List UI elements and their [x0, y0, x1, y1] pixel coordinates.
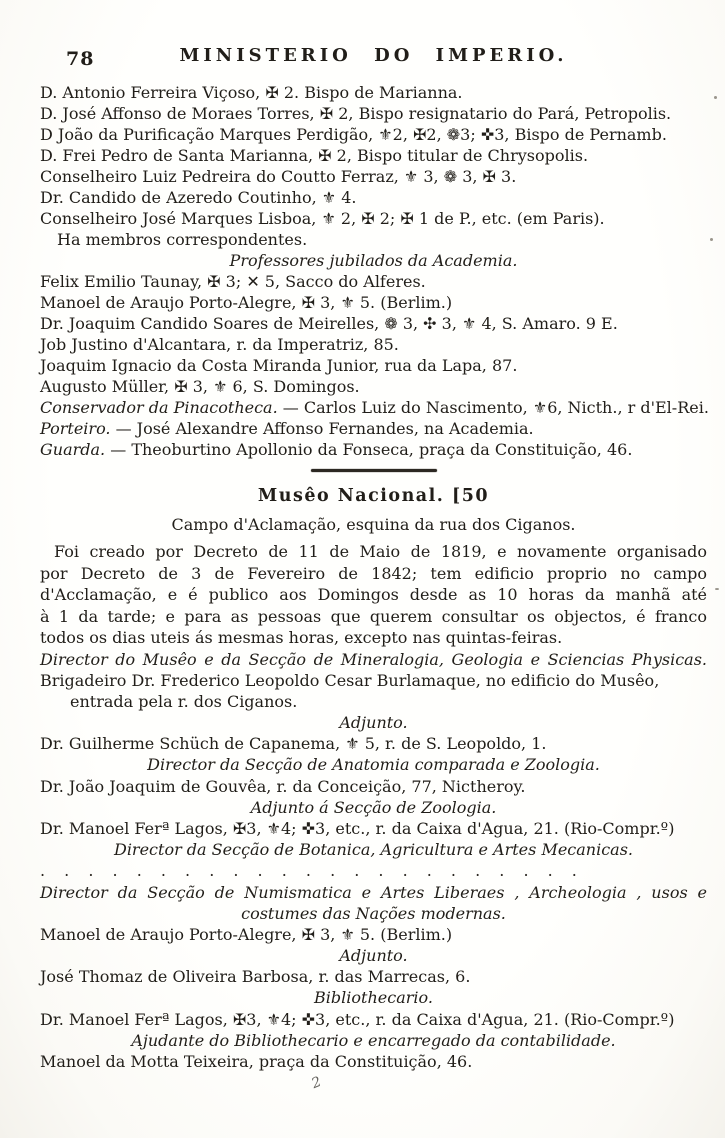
- section-heading: Professores jubilados da Academia.: [229, 251, 518, 270]
- page-title: MINISTERIO DO IMPERIO.: [179, 45, 568, 66]
- role-label: Conservador da Pinacotheca.: [40, 398, 278, 417]
- entry-line: Porteiro. — José Alexandre Affonso Fernandes, na Academia.: [40, 419, 534, 438]
- role-heading: Director da Secção de Numismatica e Artes Liberaes , Archeologia , usos e: [40, 882, 707, 902]
- entry-line: D. José Affonso de Moraes Torres, ✠ 2, Bispo resignatario do Pará, Petropolis.: [40, 104, 672, 123]
- entry-line: D. Frei Pedro de Santa Marianna, ✠ 2, Bispo titular de Chrysopolis.: [40, 146, 589, 165]
- paragraph-line: por Decreto de 3 de Fevereiro de 1842; tem edificio proprio no campo: [40, 563, 707, 583]
- role-label: Guarda.: [40, 440, 106, 459]
- scan-speck: [715, 588, 719, 590]
- paragraph-line: d'Acclamação, e é publico aos Domingos desde as 10 horas da manhã até: [40, 585, 707, 604]
- entry-line: Guarda. — Theoburtino Apollonio da Fonseca, praça da Constituição, 46.: [40, 440, 633, 459]
- paragraph-line: à 1 da tarde; e para as pessoas que querem consultar os objectos, é franco: [40, 606, 707, 626]
- entry-line: Augusto Müller, ✠ 3, ⚜ 6, S. Domingos.: [40, 377, 360, 396]
- page-number: 78: [66, 48, 95, 70]
- entry-line: Conselheiro José Marques Lisboa, ⚜ 2, ✠ 2; ✠ 1 de P., etc. (em Paris).: [40, 209, 605, 228]
- entry-line: D. Antonio Ferreira Viçoso, ✠ 2. Bispo de Marianna.: [40, 83, 463, 102]
- entry-line: Joaquim Ignacio da Costa Miranda Junior, rua da Lapa, 87.: [40, 356, 518, 375]
- entry-line: D João da Purificação Marques Perdigão, ⚜2, ✠2, ❁3; ✜3, Bispo de Pernamb.: [40, 125, 667, 144]
- entry-line: Felix Emilio Taunay, ✠ 3; ✕ 5, Sacco do Alferes.: [40, 272, 426, 291]
- role-label: Porteiro.: [40, 419, 111, 438]
- person-line: Manoel de Araujo Porto-Alegre, ✠ 3, ⚜ 5. (Berlim.): [40, 925, 453, 945]
- entry-line: Dr. Candido de Azeredo Coutinho, ⚜ 4.: [40, 188, 357, 207]
- scan-speck: [710, 238, 713, 241]
- entry-line: Conservador da Pinacotheca. — Carlos Luiz do Nascimento, ⚜6, Nicth., r d'El-Rei.: [40, 398, 709, 417]
- museum-subtitle: Campo d'Aclamação, esquina da rua dos Ciganos.: [171, 515, 576, 534]
- role-heading: Director do Musêo e da Secção de Mineralogia, Geologia e Sciencias Physicas.: [40, 649, 707, 669]
- person-line: Dr. Guilherme Schüch de Capanema, ⚜ 5, r. de S. Leopoldo, 1.: [40, 734, 547, 754]
- person-line: Dr. Manoel Ferª Lagos, ✠3, ⚜4; ✜3, etc., r. da Caixa d'Agua, 21. (Rio-Compr.º): [40, 1009, 675, 1029]
- role-heading: Ajudante do Bibliothecario e encarregado da contabilidade.: [131, 1030, 616, 1050]
- person-line: Dr. João Joaquim de Gouvêa, r. da Conceição, 77, Nictheroy.: [40, 776, 526, 796]
- paragraph-line: todos os dias uteis ás mesmas horas, excepto nas quintas-feiras.: [40, 628, 563, 647]
- person-line: Brigadeiro Dr. Frederico Leopoldo Cesar Burlamaque, no edificio do Musêo,: [40, 670, 660, 690]
- entry-line: Manoel de Araujo Porto-Alegre, ✠ 3, ⚜ 5. (Berlim.): [40, 293, 453, 312]
- person-line: José Thomaz de Oliveira Barbosa, r. das Marrecas, 6.: [40, 967, 471, 987]
- role-heading: Director da Secção de Anatomia comparada e Zoologia.: [147, 755, 600, 775]
- press-figure-mark: 2: [309, 1073, 324, 1093]
- person-line-continuation: entrada pela r. dos Ciganos.: [70, 691, 298, 711]
- entry-line: Dr. Joaquim Candido Soares de Meirelles, ❁ 3, ✣ 3, ⚜ 4, S. Amaro. 9 E.: [40, 314, 618, 333]
- scan-speck: [714, 96, 717, 99]
- role-heading: Director da Secção de Botanica, Agricultura e Artes Mecanicas.: [113, 839, 634, 859]
- academy-section: [40, 82, 707, 460]
- role-heading: costumes das Nações modernas.: [241, 903, 506, 923]
- museum-title: Musêo Nacional. [50: [257, 486, 490, 506]
- person-line: Dr. Manoel Ferª Lagos, ✠3, ⚜4; ✜3, etc., r. da Caixa d'Agua, 21. (Rio-Compr.º): [40, 818, 675, 838]
- running-head: [40, 44, 707, 72]
- entry-line: Conselheiro Luiz Pedreira do Coutto Ferraz, ⚜ 3, ❁ 3, ✠ 3.: [40, 167, 517, 186]
- paragraph-line: Foi creado por Decreto de 11 de Maio de 1819, e novamente organisado: [54, 542, 707, 561]
- role-heading: Adjunto.: [339, 713, 408, 733]
- entry-line: Job Justino d'Alcantara, r. da Imperatriz, 85.: [40, 335, 399, 354]
- person-line: Manoel da Motta Teixeira, praça da Constituição, 46.: [40, 1052, 473, 1072]
- museum-section: [40, 541, 707, 1072]
- section-divider-rule: [311, 469, 437, 472]
- dotted-line: . . . . . . . . . . . . . . . . . . . . . . .: [40, 861, 584, 881]
- role-heading: Bibliothecario.: [314, 988, 433, 1008]
- entry-line: Ha membros correspondentes.: [57, 230, 308, 249]
- role-heading: Adjunto.: [339, 946, 408, 966]
- role-heading: Adjunto á Secção de Zoologia.: [250, 797, 497, 817]
